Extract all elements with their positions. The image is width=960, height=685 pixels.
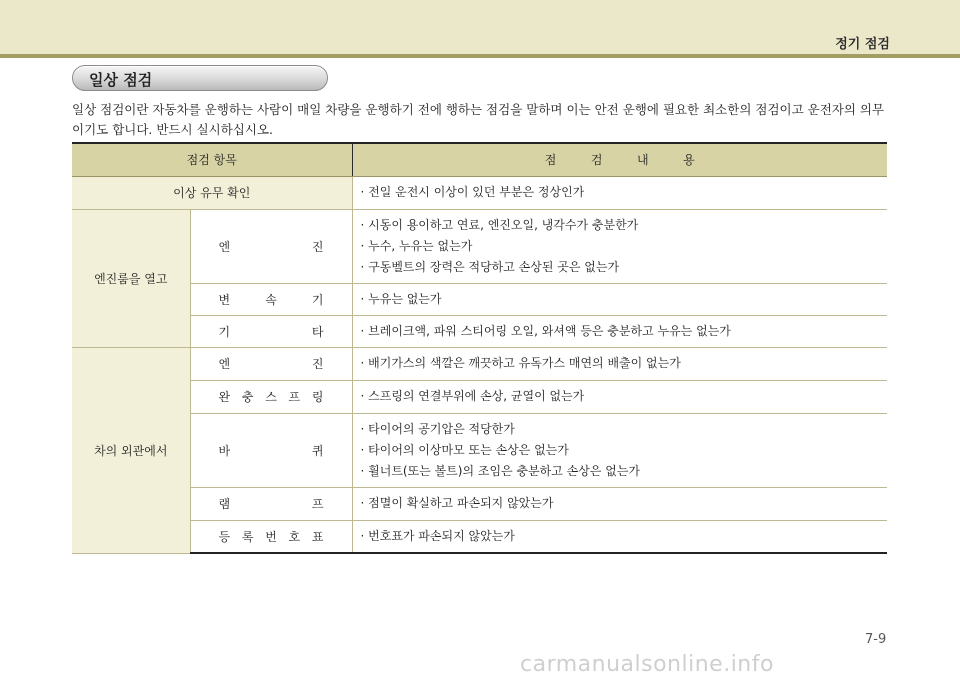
table-row bbox=[72, 315, 887, 347]
row-description: · 점멸이 확실하고 파손되지 않았는가 bbox=[352, 487, 887, 520]
header-rule bbox=[0, 54, 960, 58]
chapter-title: 정기 점검 bbox=[835, 37, 890, 52]
item-label-lamp: 램 프 bbox=[190, 487, 352, 520]
row-description: · 브레이크액, 파워 스티어링 오일, 와셔액 등은 충분하고 누유는 없는가 bbox=[352, 315, 887, 347]
item-label-suspension-spring: 완 충 스 프 링 bbox=[190, 380, 352, 413]
row-description: · 누유는 없는가 bbox=[352, 283, 887, 315]
inspection-table bbox=[72, 142, 887, 554]
table-row bbox=[72, 413, 887, 487]
page-number: 7-9 bbox=[865, 632, 887, 647]
table-row bbox=[72, 176, 887, 209]
table-row bbox=[72, 283, 887, 315]
header-inspection-item: 점검 항목 bbox=[72, 143, 352, 176]
header-inspection-content: 점 검 내 용 bbox=[352, 143, 887, 176]
section-title: 일상 점검 bbox=[89, 71, 153, 89]
category-exterior: 차의 외관에서 bbox=[72, 347, 190, 553]
table-row bbox=[72, 487, 887, 520]
section-title-pill bbox=[72, 65, 328, 91]
header-band bbox=[0, 0, 960, 54]
item-label-license-plate: 등 록 번 호 표 bbox=[190, 520, 352, 553]
row-description: · 시동이 용이하고 연료, 엔진오일, 냉각수가 충분한가 · 누수, 누유는 없는가 · 구동벨트의 장력은 적당하고 손상된 곳은 없는가 bbox=[352, 209, 887, 283]
item-label-other: 기 타 bbox=[190, 315, 352, 347]
row-description: · 번호표가 파손되지 않았는가 bbox=[352, 520, 887, 553]
item-label-exhaust: 엔 진 bbox=[190, 347, 352, 380]
row-description: · 스프링의 연결부위에 손상, 균열이 없는가 bbox=[352, 380, 887, 413]
table-header-row bbox=[72, 143, 887, 176]
intro-paragraph: 일상 점검이란 자동차를 운행하는 사람이 매일 차량을 운행하기 전에 행하는 점검을 말하며 이는 안전 운행에 필요한 최소한의 점검이고 운전자의 의무이기도 합니다. 반드시 실시하십시오. bbox=[72, 102, 885, 137]
row-description: · 전일 운전시 이상이 있던 부분은 정상인가 bbox=[352, 176, 887, 209]
row-description: · 배기가스의 색깔은 깨끗하고 유독가스 매연의 배출이 없는가 bbox=[352, 347, 887, 380]
table-row bbox=[72, 209, 887, 283]
table-row bbox=[72, 347, 887, 380]
item-label-wheel: 바 퀴 bbox=[190, 413, 352, 487]
category-engine-room: 엔진룸을 열고 bbox=[72, 209, 190, 347]
watermark: carmanualsonline.info bbox=[520, 652, 774, 677]
row-description: · 타이어의 공기압은 적당한가 · 타이어의 이상마모 또는 손상은 없는가 · 휠너트(또는 볼트)의 조임은 충분하고 손상은 없는가 bbox=[352, 413, 887, 487]
table-row bbox=[72, 380, 887, 413]
table-row bbox=[72, 520, 887, 553]
category-abnormality-check: 이상 유무 확인 bbox=[72, 176, 352, 209]
item-label-engine: 엔 진 bbox=[190, 209, 352, 283]
item-label-transmission: 변 속 기 bbox=[190, 283, 352, 315]
